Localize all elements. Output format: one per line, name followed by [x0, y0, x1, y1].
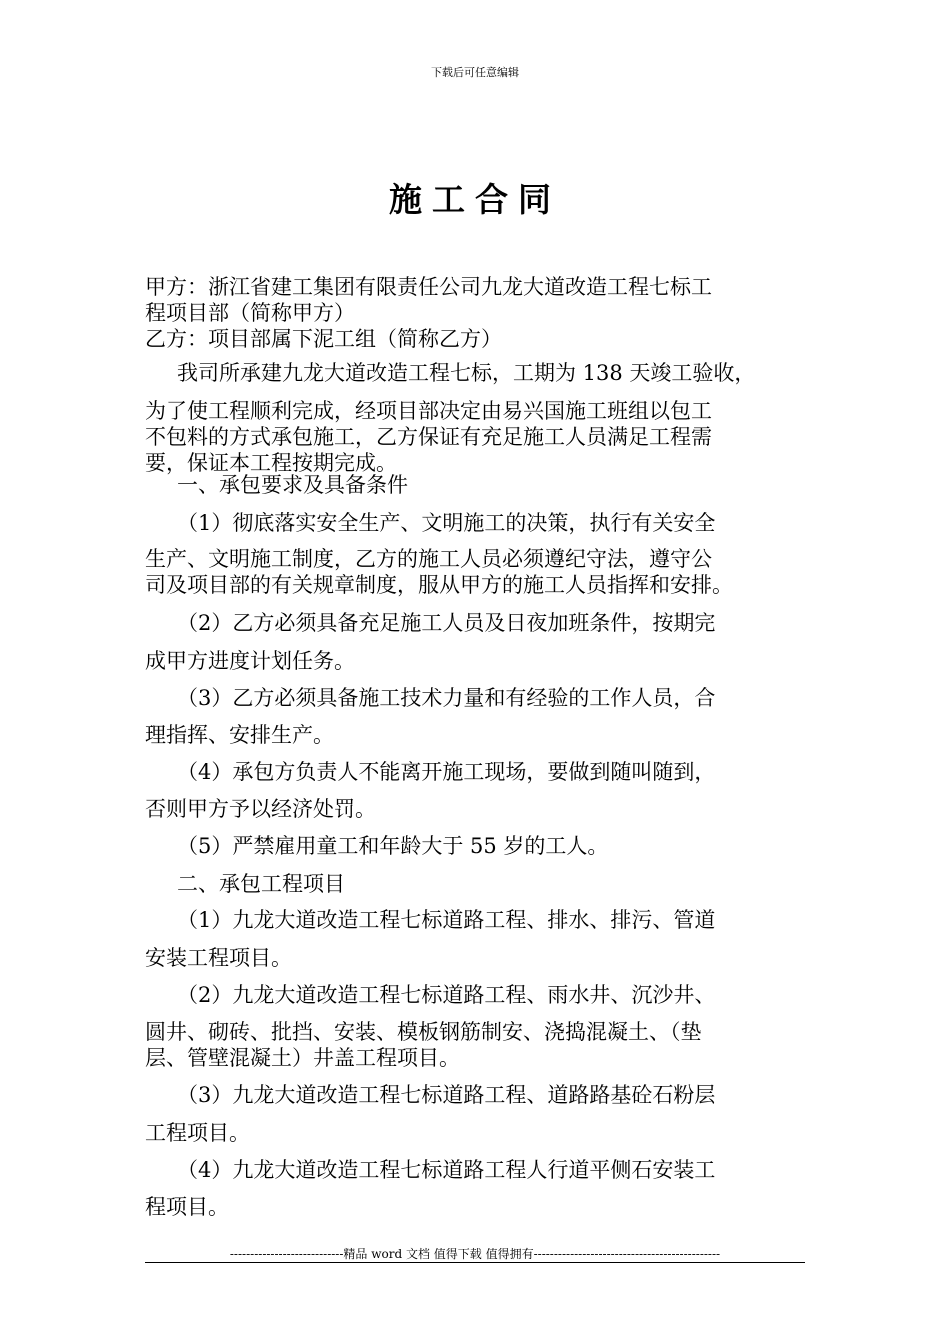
section-1-heading: 一、承包要求及具备条件: [177, 473, 408, 497]
item-2-1-cont: [145, 945, 810, 971]
item-2-2: [145, 982, 810, 1008]
item-2-3-cont: [145, 1120, 810, 1146]
item-1-4: [145, 759, 810, 785]
footer-rule: [145, 1262, 805, 1263]
item-1-3-line-1: （3）乙方必须具备施工技术力量和有经验的工作人员，合: [177, 686, 716, 710]
section-2: [145, 871, 810, 897]
item-1-5: [145, 833, 810, 859]
item-2-1: [145, 907, 810, 933]
intro-line-2: 为了使工程顺利完成，经项目部决定由易兴国施工班组以包工: [145, 399, 712, 423]
item-2-1-line-2: 安装工程项目。: [145, 946, 292, 970]
item-2-3: [145, 1082, 810, 1108]
parties-block: [145, 274, 810, 352]
item-1-2-line-2: 成甲方进度计划任务。: [145, 649, 355, 673]
item-1-5-line-1: （5）严禁雇用童工和年龄大于 55 岁的工人。: [177, 834, 609, 858]
item-2-4-line-1: （4）九龙大道改造工程七标道路工程人行道平侧石安装工: [177, 1158, 716, 1182]
party-a-line-2: 程项目部（简称甲方）: [145, 301, 355, 325]
item-2-1-line-1: （1）九龙大道改造工程七标道路工程、排水、排污、管道: [177, 908, 716, 932]
item-1-1-line-3: 司及项目部的有关规章制度，服从甲方的施工人员指挥和安排。: [145, 573, 733, 597]
item-1-1-cont: [145, 546, 810, 598]
item-1-2-line-1: （2）乙方必须具备充足施工人员及日夜加班条件，按期完: [177, 611, 716, 635]
intro-line-4: 要，保证本工程按期完成。: [145, 451, 397, 475]
item-1-4-line-2: 否则甲方予以经济处罚。: [145, 797, 376, 821]
section-2-heading: 二、承包工程项目: [177, 872, 345, 896]
item-2-2-line-2: 圆井、砌砖、批挡、安装、模板钢筋制安、浇捣混凝土、（垫: [145, 1020, 702, 1044]
item-2-4-cont: [145, 1194, 810, 1220]
intro-paragraph-cont: [145, 398, 810, 476]
item-1-3-line-2: 理指挥、安排生产。: [145, 723, 334, 747]
item-1-2: [145, 610, 810, 636]
header-note: 下载后可任意编辑: [431, 66, 519, 79]
item-1-3-cont: [145, 722, 810, 748]
item-2-2-line-1: （2）九龙大道改造工程七标道路工程、雨水井、沉沙井、: [177, 983, 716, 1007]
intro-line-1: 我司所承建九龙大道改造工程七标，工期为 138 天竣工验收，: [177, 361, 756, 385]
item-1-4-line-1: （4）承包方负责人不能离开施工现场，要做到随叫随到，: [177, 760, 716, 784]
item-1-4-cont: [145, 796, 810, 822]
item-2-4-line-2: 程项目。: [145, 1195, 229, 1219]
intro-paragraph: [145, 360, 810, 386]
party-a-line-1: 甲方：浙江省建工集团有限责任公司九龙大道改造工程七标工: [145, 275, 712, 299]
item-2-2-line-3: 层、管壁混凝土）井盖工程项目。: [145, 1046, 460, 1070]
item-2-4: [145, 1157, 810, 1183]
item-1-1-line-1: （1）彻底落实安全生产、文明施工的决策，执行有关安全: [177, 511, 716, 535]
document-title: 施工合同: [389, 180, 561, 219]
item-1-1: [145, 510, 810, 536]
intro-line-3: 不包料的方式承包施工，乙方保证有充足施工人员满足工程需: [145, 425, 712, 449]
item-1-1-line-2: 生产、文明施工制度，乙方的施工人员必须遵纪守法，遵守公: [145, 547, 712, 571]
item-2-3-line-1: （3）九龙大道改造工程七标道路工程、道路路基砼石粉层: [177, 1083, 716, 1107]
item-1-3: [145, 685, 810, 711]
party-b-line: 乙方：项目部属下泥工组（简称乙方）: [145, 327, 502, 351]
item-2-3-line-2: 工程项目。: [145, 1121, 250, 1145]
footer-note: ----------------------------精品 word 文档 值得下载 值得拥有----------------------------------------------: [229, 1247, 721, 1261]
item-1-2-cont: [145, 648, 810, 674]
item-2-2-cont: [145, 1019, 810, 1071]
section-1: [145, 472, 810, 498]
